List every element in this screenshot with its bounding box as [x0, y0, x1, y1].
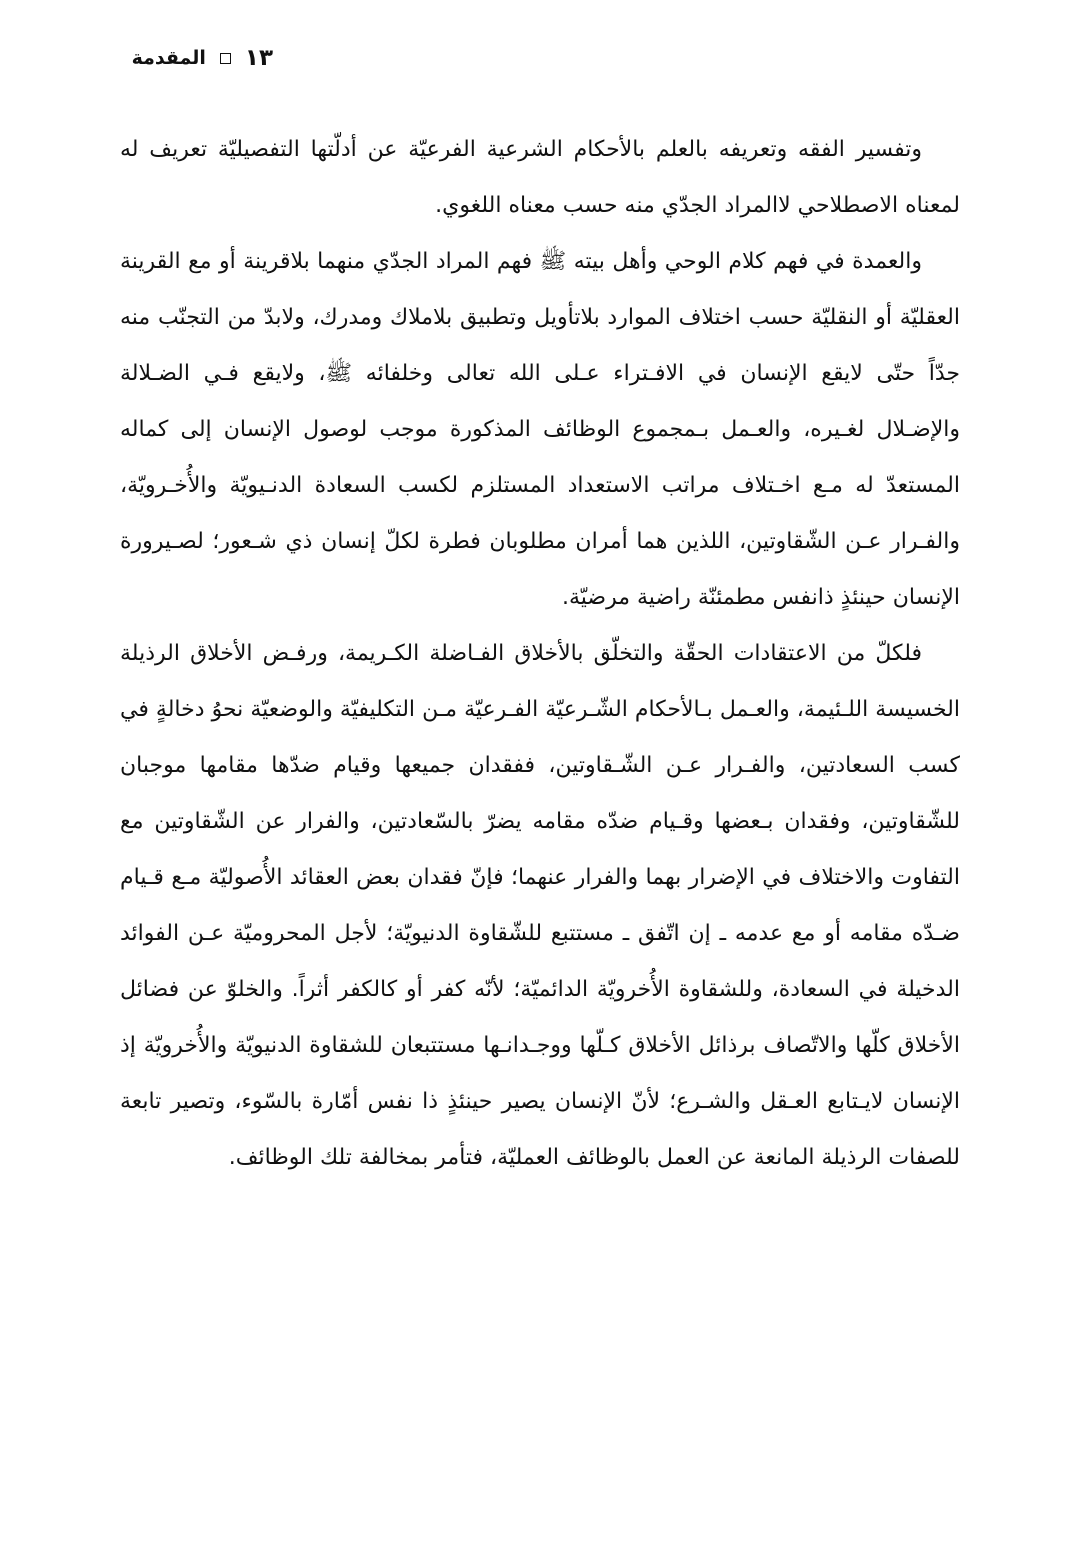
square-separator-icon [220, 53, 231, 64]
chapter-title: المقدمة [131, 47, 206, 69]
paragraph-beliefs: فلكلّ من الاعتقادات الحقّة والتخلّق بالأخلاق الفـاضلة الكـريمة، ورفـض الأخلاق الرذيلة الخسيسة اللـئيمة، والعـمل بـالأحكام الشّـرعيّة الفـرعيّة مـن التكليفيّة والوضعيّة نحوُ دخالةٍ في كسب السعادتين، والفـرار عـن الشّـقاوتين، ففقدان جميعها وقيام ضدّها مقامها موجبان للشّقاوتين، وفقدان بـعضها وقـيام ضدّه مقامه يضرّ بالسّعادتين، والفرار عن الشّقاوتين مع التفاوت والاختلاف في الإضرار بهما والفرار عنهما؛ فإنّ فقدان بعض العقائد الأُصوليّة مـع قـيام ضـدّه مقامه أو مع عدمه ـ إن اتّفق ـ مستتبع للشّقاوة الدنيويّة؛ لأجل المحروميّة عـن الفوائد الدخيلة في السعادة، وللشقاوة الأُخرويّة الدائميّة؛ لأنّه كفر أو كالكفر أثراً. والخلوّ عن فضائل الأخلاق كلّها والاتّصاف برذائل الأخلاق كـلّها ووجـدانـها مستتبعان للشقاوة الدنيويّة والأُخرويّة إذ الإنسان لايـتابع العـقل والشـرع؛ لأنّ الإنسان يصير حينئذٍ ذا نفس أمّارة بالسّوء، وتصير تابعة للصفات الرذيلة المانعة عن العمل بالوظائف العمليّة، فتأمر بمخالفة تلك الوظائف. [120, 641, 960, 1170]
paragraph-reliance: والعمدة في فهم كلام الوحي وأهل بيته ﷺ فهم المراد الجدّي منهما بلاقرينة أو مع القرينة العقليّة أو النقليّة حسب اختلاف الموارد بلاتأويل وتطبيق بلاملاك ومدرك، ولابدّ من التجنّب منه جدّاً حتّى لايقع الإنسان في الافـتراء عـلى الله تعالى وخلفائه ﷺ، ولايقع فـي الضـلالة والإضـلال لغـيره، والعـمل بـمجموع الوظائف المذكورة موجب لوصول الإنسان إلى كماله المستعدّ له مـع اخـتلاف مراتب الاستعداد المستلزم لكسب السعادة الدنـيويّة والأُخـرويّة، والفـرار عـن الشّقاوتين، اللذين هما أمران مطلوبان فطرة لكلّ إنسان ذي شـعور؛ لصـيرورة الإنسان حينئذٍ ذانفس مطمئنّة راضية مرضيّة. [120, 249, 960, 610]
body-text [120, 122, 960, 1186]
paragraph-definition: وتفسير الفقه وتعريفه بالعلم بالأحكام الشرعية الفرعيّة عن أدلّتها التفصيليّة تعريف له لمعناه الاصطلاحي لاالمراد الجدّي منه حسب معناه اللغوي. [120, 137, 960, 218]
running-header [132, 44, 273, 72]
page-number: ١٣ [244, 45, 273, 71]
